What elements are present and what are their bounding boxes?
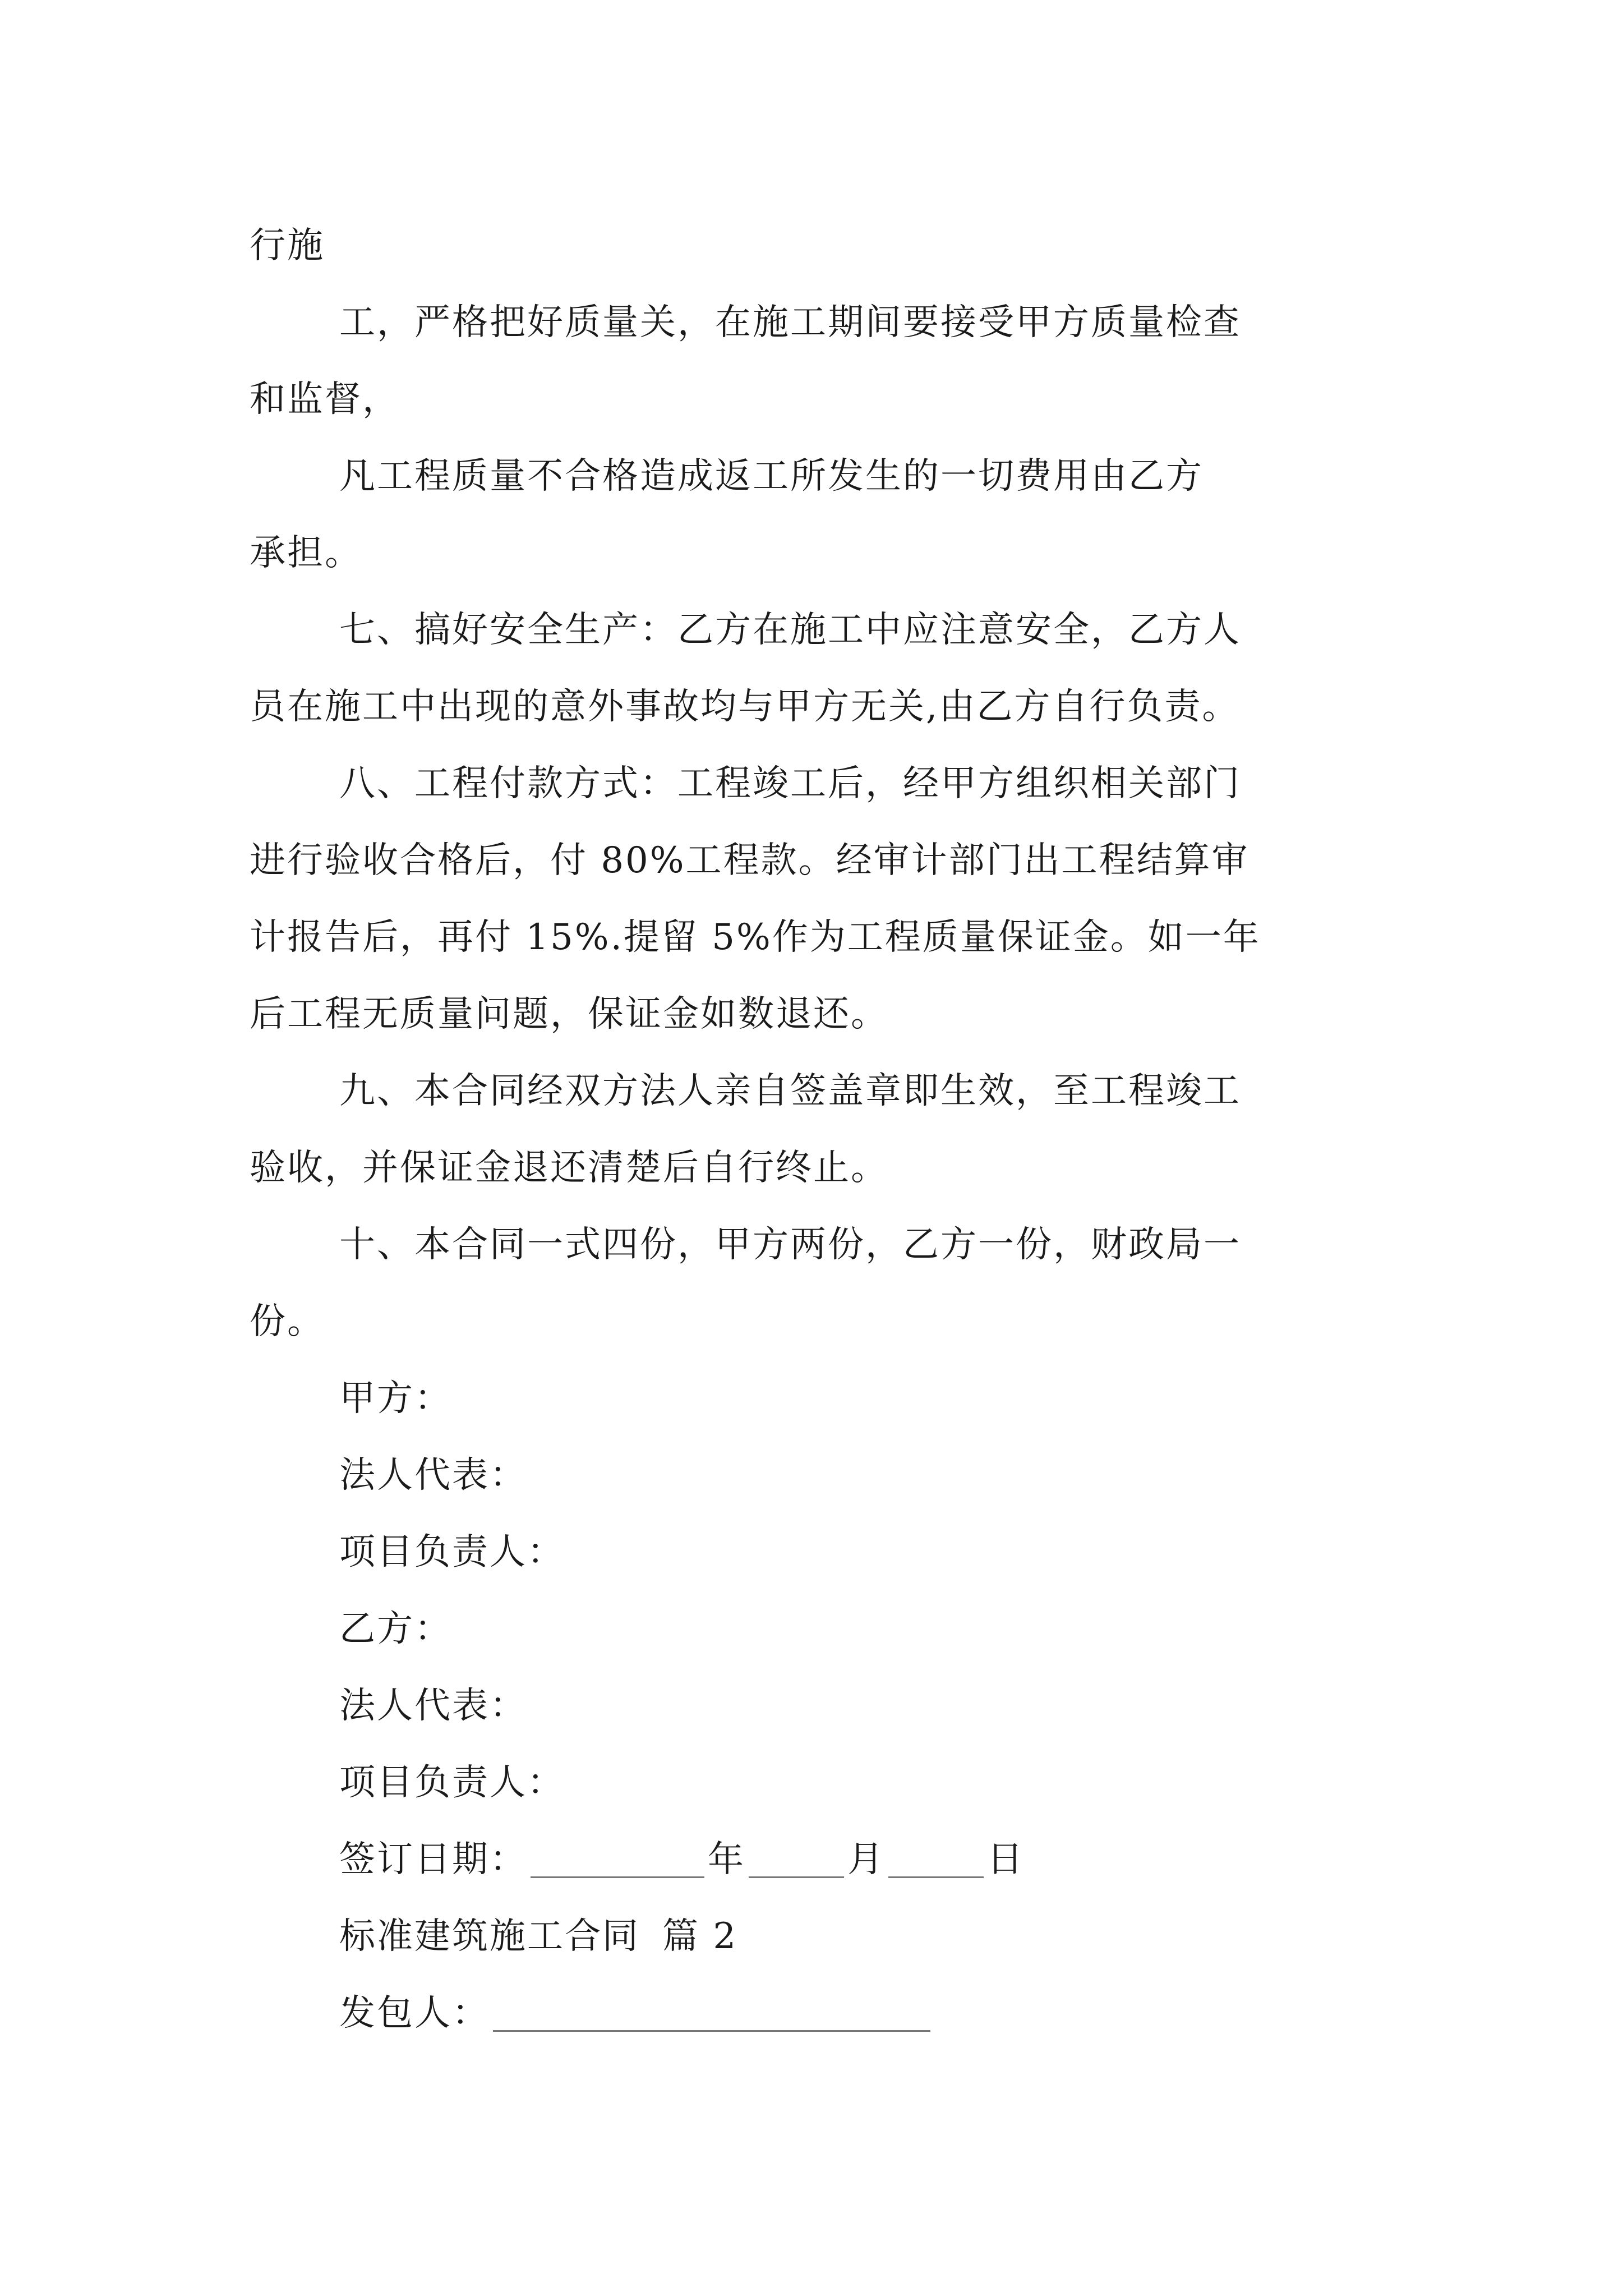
contractor-blank xyxy=(493,1994,930,2032)
text-line: 工，严格把好质量关，在施工期间要接受甲方质量检查 xyxy=(339,302,1241,343)
party-b-project-lead-label: 项目负责人： xyxy=(339,1762,565,1803)
text-line: 凡工程质量不合格造成返工所发生的一切费用由乙方 xyxy=(339,455,1204,497)
text-line: 承担。 xyxy=(250,532,362,574)
text-line: 验收，并保证金退还清楚后自行终止。 xyxy=(250,1147,888,1189)
text-line: 九、本合同经双方法人亲自签盖章即生效，至工程竣工 xyxy=(339,1070,1241,1112)
sign-day-unit: 日 xyxy=(987,1839,1025,1880)
text-line: 份。 xyxy=(250,1301,325,1342)
section-title: 标准建筑施工合同 xyxy=(339,1916,640,1957)
sign-month-unit: 月 xyxy=(847,1839,885,1880)
text-line: 七、搞好安全生产：乙方在施工中应注意安全，乙方人 xyxy=(339,609,1241,651)
text-line: 后工程无质量问题，保证金如数退还。 xyxy=(250,993,888,1035)
sign-day-blank xyxy=(888,1841,984,1878)
text-line: 进行验收合格后，付 80%工程款。经审计部门出工程结算审 xyxy=(250,840,1249,881)
party-a-project-lead-label: 项目负责人： xyxy=(339,1531,565,1573)
text-line: 十、本合同一式四份，甲方两份，乙方一份，财政局一 xyxy=(339,1224,1241,1266)
party-b-legal-rep-label: 法人代表： xyxy=(339,1685,527,1727)
party-b-label: 乙方： xyxy=(339,1608,452,1650)
text-line: 员在施工中出现的意外事故均与甲方无关,由乙方自行负责。 xyxy=(250,686,1240,728)
contractor-label: 发包人： xyxy=(339,1993,490,2034)
sign-date-label: 签订日期： xyxy=(339,1839,527,1880)
section-title-line xyxy=(250,1898,1385,1975)
party-a-label: 甲方： xyxy=(339,1378,452,1419)
sign-year-blank xyxy=(531,1841,704,1878)
sign-date-line xyxy=(250,1821,1385,1898)
text-line: 行施 xyxy=(250,225,325,266)
sign-year-unit: 年 xyxy=(708,1839,745,1880)
text-line: 计报告后，再付 15%.提留 5%作为工程质量保证金。如一年 xyxy=(250,917,1261,958)
text-line: 和监督， xyxy=(250,379,400,420)
contractor-line xyxy=(250,1975,1385,2052)
document-body xyxy=(250,208,1385,2052)
text-line: 八、工程付款方式：工程竣工后，经甲方组织相关部门 xyxy=(339,763,1241,804)
sign-month-blank xyxy=(749,1841,844,1878)
section-part: 篇 2 xyxy=(662,1916,738,1957)
party-a-legal-rep-label: 法人代表： xyxy=(339,1455,527,1496)
